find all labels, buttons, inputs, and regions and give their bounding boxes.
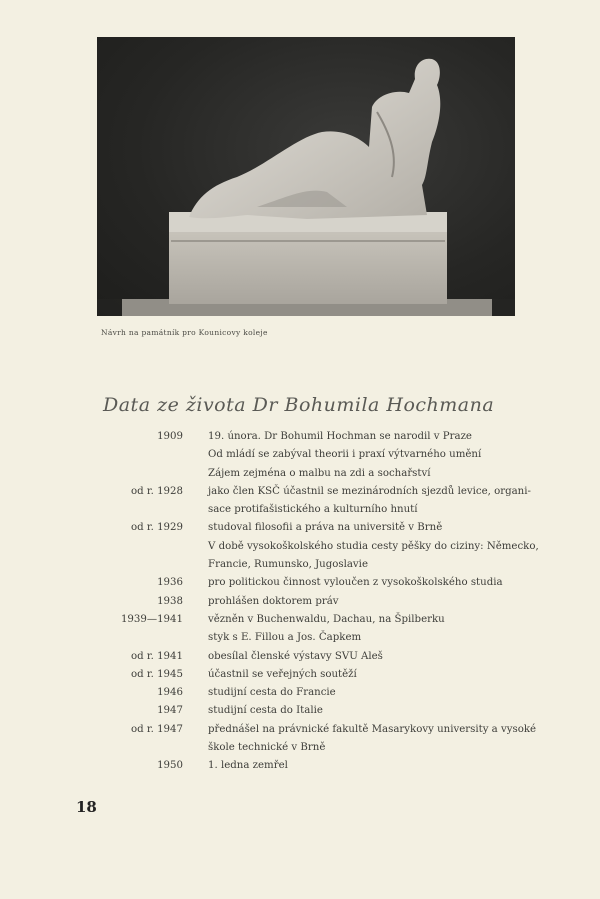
chronology-row: [100, 465, 560, 483]
chronology-row: [100, 666, 560, 684]
chronology-year: 1947: [157, 705, 183, 717]
chronology-text: Zájem zejména o malbu na zdi a sochařství: [208, 467, 431, 479]
chronology-year: 1950: [157, 760, 183, 772]
section-heading: Data ze života Dr Bohumila Hochmana: [103, 393, 495, 416]
chronology-year: 1946: [157, 687, 183, 699]
chronology-row: [100, 538, 560, 556]
chronology-row: [100, 721, 560, 739]
chronology-text: Od mládí se zabýval theorii i praxí výtvarného umění: [208, 449, 482, 461]
chronology-text: Francie, Rumunsko, Jugoslavie: [208, 559, 368, 571]
chronology-row: [100, 574, 560, 592]
chronology-row: [100, 757, 560, 775]
chronology-text: vězněn v Buchenwaldu, Dachau, na Špilberku: [208, 613, 445, 625]
chronology-row: [100, 739, 560, 757]
sculpture-photo: [97, 37, 515, 316]
chronology-year: 1938: [157, 595, 183, 607]
chronology-row: [100, 648, 560, 666]
chronology-text: studoval filosofii a práva na universitě v Brně: [208, 522, 443, 534]
chronology-year: od r. 1929: [130, 522, 183, 534]
chronology-row: [100, 519, 560, 537]
chronology-row: [100, 629, 560, 647]
chronology-text: obesílal členské výstavy SVU Aleš: [208, 650, 383, 662]
chronology-text: 19. února. Dr Bohumil Hochman se narodil v Praze: [208, 431, 472, 442]
chronology-list: [100, 428, 560, 776]
chronology-text: 1. ledna zemřel: [208, 760, 288, 772]
chronology-text: pro politickou činnost vyloučen z vysokoškolského studia: [208, 577, 503, 589]
chronology-row: [100, 556, 560, 574]
chronology-year: 1936: [157, 577, 183, 589]
chronology-text: sace protifašistického a kulturního hnutí: [208, 504, 418, 516]
chronology-text: V době vysokoškolského studia cesty pěšky do ciziny: Německo,: [208, 540, 539, 552]
chronology-text: přednášel na právnické fakultě Masarykovy university a vysoké: [208, 723, 537, 735]
chronology-text: škole technické v Brně: [208, 742, 326, 754]
chronology-year: od r. 1945: [130, 668, 183, 680]
figure-caption: Návrh na památník pro Kounicovy koleje: [101, 328, 268, 337]
chronology-text: studijní cesta do Italie: [208, 705, 323, 717]
chronology-year: 1939—1941: [120, 613, 183, 625]
chronology-row: [100, 428, 560, 446]
chronology-row: [100, 684, 560, 702]
chronology-text: styk s E. Fillou a Jos. Čapkem: [208, 632, 362, 644]
chronology-text: studijní cesta do Francie: [208, 687, 336, 699]
chronology-year: od r. 1941: [130, 650, 183, 662]
chronology-text: prohlášen doktorem práv: [208, 595, 339, 607]
chronology-row: [100, 593, 560, 611]
chronology-row: [100, 446, 560, 464]
chronology-year: od r. 1928: [130, 485, 183, 497]
chronology-row: [100, 483, 560, 501]
chronology-text: účastnil se veřejných soutěží: [208, 668, 357, 680]
chronology-row: [100, 501, 560, 519]
chronology-row: [100, 611, 560, 629]
chronology-year: 1909: [157, 431, 183, 442]
chronology-text: jako člen KSČ účastnil se mezinárodních sjezdů levice, organi-: [208, 485, 531, 497]
sculpture-illustration: [97, 37, 515, 316]
page-number: 18: [76, 798, 97, 816]
chronology-year: od r. 1947: [130, 723, 183, 735]
chronology-row: [100, 702, 560, 720]
